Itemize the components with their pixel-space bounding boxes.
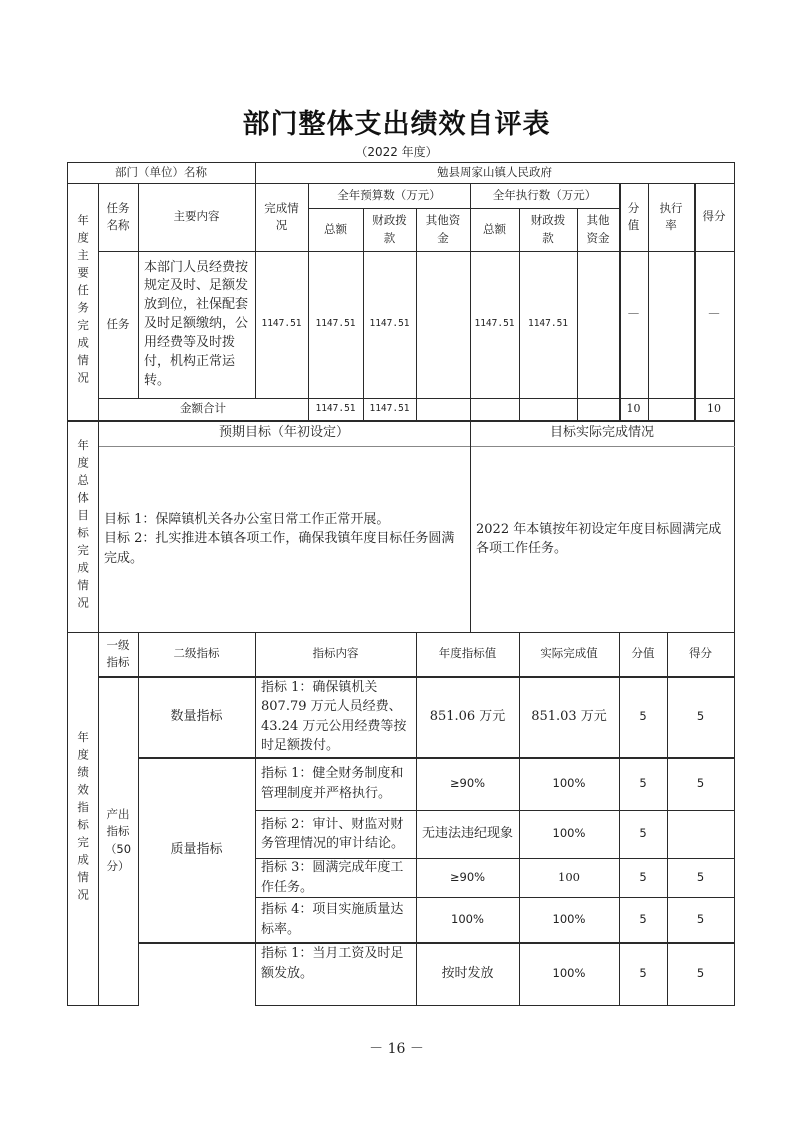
- ind-header-content: 指标内容: [312, 646, 359, 661]
- header-budget-total: 总额: [324, 221, 347, 236]
- grid-line: [694, 183, 696, 420]
- task-exec-other: [577, 251, 619, 398]
- header-main-content: 主要内容: [173, 209, 220, 224]
- grid-line: [667, 632, 668, 1006]
- indicator-target: ≥90%: [449, 775, 486, 790]
- indicator-actual: 100%: [552, 775, 586, 790]
- grid-line: [255, 162, 256, 183]
- goals-actual-text: 2022 年本镇按年初设定年度目标圆满完成各项工作任务。: [476, 521, 722, 556]
- level2-quality: 质量指标: [170, 841, 223, 857]
- task-exec-total: 1147.51: [474, 318, 515, 330]
- indicator-score-value: 5: [639, 708, 647, 723]
- grid-line: [98, 183, 99, 420]
- grid-line: [416, 208, 417, 420]
- grid-line: [138, 757, 735, 759]
- grid-line: [138, 183, 139, 398]
- header-exec-fiscal: 财政拨款: [530, 213, 566, 245]
- task-budget-total: 1147.51: [315, 318, 356, 330]
- ind-header-score-value: 分值: [631, 646, 655, 661]
- goal-2-text: 目标 2：扎实推进本镇各项工作，确保我镇年度目标任务圆满完成。: [104, 531, 455, 566]
- total-budget-total: 1147.51: [315, 402, 356, 414]
- indicator-actual: 100%: [552, 911, 586, 926]
- indicator-score-value: 5: [639, 775, 647, 790]
- goals-actual-header: 目标实际完成情况: [549, 425, 654, 441]
- grid-line: [255, 810, 735, 811]
- indicator-content: 指标 4：项目实施质量达标率。: [261, 902, 404, 937]
- indicator-score: 5: [696, 775, 705, 790]
- grid-line: [98, 420, 99, 632]
- grid-line: [255, 858, 735, 859]
- indicator-actual: 100: [558, 869, 580, 884]
- dept-value: 勉县周家山镇人民政府: [437, 164, 552, 179]
- grid-line: [98, 676, 735, 678]
- indicator-score: 5: [696, 869, 705, 884]
- total-score: 10: [707, 401, 721, 415]
- indicator-score: 5: [696, 911, 705, 926]
- total-score-value: 10: [626, 401, 641, 415]
- task-completion: 1147.51: [261, 318, 302, 330]
- ind-header-actual: 实际完成值: [540, 646, 598, 661]
- header-budget-other: 其他资金: [425, 213, 461, 245]
- task-exec-rate: [648, 251, 694, 376]
- ind-header-level2: 二级指标: [173, 646, 220, 661]
- grid-line: [98, 632, 99, 1006]
- indicator-target: 无违法违纪现象: [422, 826, 514, 842]
- grid-line: [67, 632, 735, 633]
- grid-line: [363, 208, 364, 420]
- task-score-value: —: [627, 305, 640, 320]
- table-border-right: [734, 162, 735, 1006]
- task-exec-fiscal: 1147.51: [527, 318, 569, 330]
- header-score-value: 分值: [627, 200, 640, 232]
- level2-quantity: 数量指标: [170, 708, 223, 724]
- header-exec-rate: 执行率: [659, 200, 683, 232]
- goals-section-label: 年度总体目标完成情况: [76, 438, 91, 614]
- grid-line: [470, 420, 471, 632]
- grid-line: [648, 183, 649, 420]
- dept-label: 部门（单位）名称: [115, 164, 207, 179]
- indicator-actual: 851.03 万元: [531, 708, 607, 724]
- header-budget-fiscal: 财政拨款: [372, 213, 407, 245]
- year-label: （2022 年度）: [355, 145, 438, 159]
- indicator-actual: 100%: [552, 965, 586, 980]
- goal-1-text: 目标 1：保障镇机关各办公室日常工作正常开展。: [104, 511, 390, 527]
- grid-line: [308, 183, 309, 420]
- header-exec-total: 总额: [483, 221, 506, 236]
- grid-line: [519, 632, 520, 1006]
- indicator-content: 指标 1：健全财务制度和管理制度并严格执行。: [261, 766, 404, 801]
- table-border-bottom: [255, 1005, 735, 1006]
- indicator-score-value: 5: [639, 869, 647, 884]
- grid-line: [255, 183, 256, 398]
- table-border-left: [67, 162, 68, 1006]
- indicator-content: 指标 1：确保镇机关 807.79 万元人员经费、43.24 万元公用经费等按时足额拨付。: [261, 679, 407, 753]
- total-label: 金额合计: [180, 401, 226, 416]
- grid-line: [98, 446, 735, 447]
- indicator-score-value: 5: [639, 911, 647, 926]
- indicator-score: 5: [696, 965, 705, 980]
- indicator-actual: 100%: [552, 826, 586, 841]
- ind-header-level1: 一级指标: [106, 637, 130, 669]
- document-title: 部门整体支出绩效自评表: [242, 109, 551, 140]
- task-main-content: 本部门人员经费按规定及时、足额发放到位，社保配套及时足额缴纳，公用经费等及时拨付，机构正常运转。: [144, 259, 249, 388]
- table-border-bottom: [67, 1005, 139, 1006]
- tasks-section-label: 年度主要任务完成情况: [76, 214, 91, 389]
- task-score: —: [708, 305, 720, 320]
- level2-blank: [138, 942, 255, 1005]
- indicator-score: 5: [696, 708, 705, 723]
- total-budget-fiscal: 1147.51: [369, 402, 410, 414]
- task-name: 任务: [106, 316, 130, 331]
- task-budget-other: [416, 251, 470, 398]
- indicator-score-value: 5: [639, 965, 647, 980]
- grid-line: [308, 208, 619, 209]
- ind-header-target: 年度指标值: [438, 646, 497, 661]
- grid-line: [619, 183, 621, 420]
- indicator-score-value: 5: [639, 826, 647, 841]
- grid-line: [619, 632, 620, 1006]
- grid-line: [138, 632, 139, 1006]
- header-budget-group: 全年预算数（万元）: [337, 187, 441, 202]
- indicator-target: 100%: [451, 911, 484, 926]
- indicator-target: 851.06 万元: [429, 708, 506, 724]
- grid-line: [416, 632, 417, 1006]
- indicator-score: [667, 810, 734, 858]
- grid-line: [255, 632, 256, 1006]
- grid-line: [470, 183, 471, 420]
- header-score: 得分: [702, 209, 726, 224]
- goals-expected-header: 预期目标（年初设定）: [218, 425, 349, 441]
- indicator-target: ≥90%: [449, 869, 486, 884]
- header-exec-group: 全年执行数（万元）: [492, 187, 597, 202]
- indicator-content: 指标 3：圆满完成年度工作任务。: [261, 860, 404, 895]
- goals-expected-body: [98, 446, 470, 632]
- grid-line: [138, 942, 735, 944]
- ind-header-score: 得分: [689, 646, 712, 661]
- indicator-content: 指标 1：当月工资及时足额发放。: [261, 946, 404, 981]
- header-completion: 完成情况: [264, 200, 299, 232]
- page-number: － 16 －: [369, 1041, 424, 1057]
- indicator-target: 按时发放: [441, 965, 494, 981]
- indicators-section-label: 年度绩效指标完成情况: [76, 731, 91, 906]
- grid-line: [67, 420, 735, 422]
- header-task-name: 任务名称: [106, 200, 130, 232]
- grid-line: [519, 208, 520, 420]
- grid-line: [255, 897, 735, 898]
- grid-line: [67, 183, 735, 184]
- grid-line: [577, 208, 578, 420]
- table-border-top: [67, 162, 735, 163]
- header-exec-other: 其他资金: [586, 213, 610, 245]
- level1-output: 产出指标（50分）: [104, 807, 132, 873]
- indicator-content: 指标 2：审计、财监对财务管理情况的审计结论。: [261, 816, 405, 851]
- task-budget-fiscal: 1147.51: [369, 318, 410, 330]
